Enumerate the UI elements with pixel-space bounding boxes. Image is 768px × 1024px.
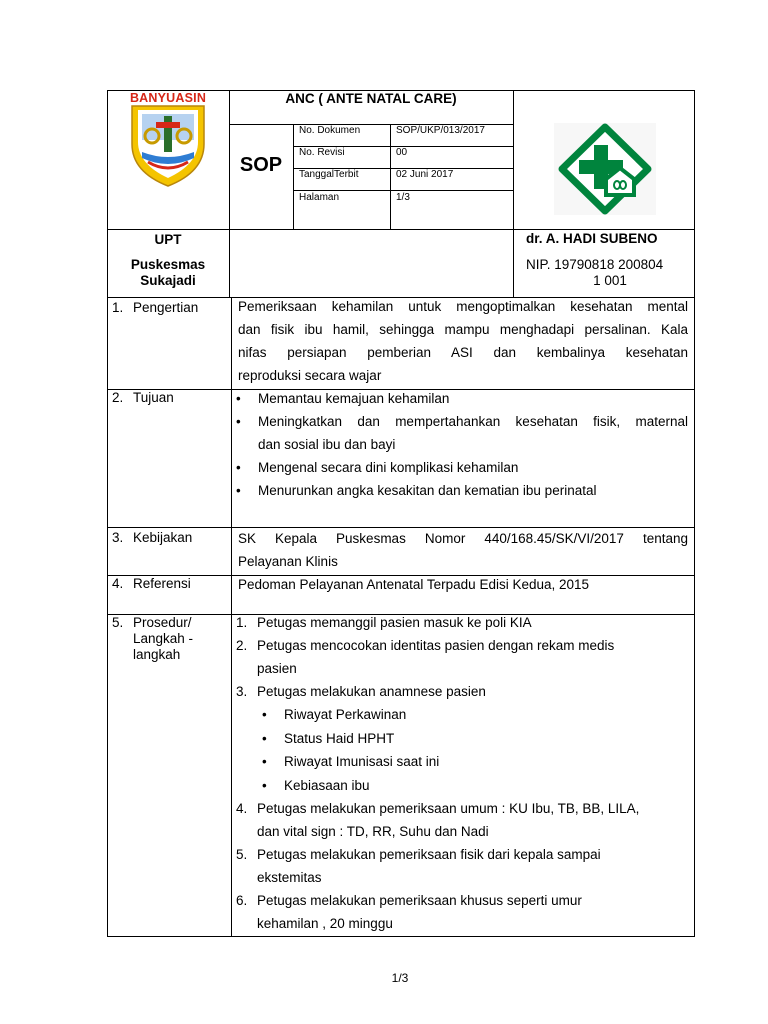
unit-puskesmas: Puskesmas [130, 257, 206, 272]
anamnese-sublist [232, 703, 688, 797]
puskesmas-logo [554, 123, 656, 215]
page-number: 1/3 [391, 971, 409, 985]
logo-text: BANYUASIN [129, 91, 207, 105]
pengertian-text: Pemeriksaan kehamilan untuk mengoptimalkan kesehatan mental dan fisik ibu hamil, sehingga mampu menghadapi persalinan. Kala nifas persiapan pemberian ASI dan kembalinya kesehatan reproduksi secara wajar [238, 299, 688, 383]
sop-label: SOP [239, 154, 283, 176]
list-item: • Kebiasaan ibu [232, 774, 688, 798]
list-item: • Mengenal secara dini komplikasi kehamilan [233, 456, 688, 479]
signer-nip-line2: 1 001 [593, 273, 627, 288]
unit-upt: UPT [154, 232, 182, 247]
signer-nip-line1: NIP. 19790818 200804 [526, 257, 664, 272]
list-item: • Meningkatkan dan mempertahankan kesehatan fisik, maternal dan sosial ibu dan bayi [233, 410, 688, 456]
prosedur-steps [232, 611, 688, 935]
list-item: • Riwayat Imunisasi saat ini [232, 750, 688, 774]
list-item: 3. Petugas melakukan anamnese pasien • Riwayat Perkawinan • Status Haid HPHT • Riwayat Imunisasi saat ini • Kebiasaan ibu [232, 680, 688, 797]
list-item: • Riwayat Perkawinan [232, 703, 688, 727]
banyuasin-logo [124, 92, 212, 188]
list-item: 4. Petugas melakukan pemeriksaan umum : KU Ibu, TB, BB, LILA, dan vital sign : TD, RR, Suhu dan Nadi [236, 801, 640, 839]
list-item: 5. Petugas melakukan pemeriksaan fisik dari kepala sampai ekstemitas [236, 847, 601, 885]
list-item: • Status Haid HPHT [232, 727, 688, 751]
list-item: 2. Petugas mencocokan identitas pasien dengan rekam medis pasien [236, 638, 615, 676]
label-referensi: 4. Referensi [112, 576, 191, 591]
label-tujuan: 2. Tujuan [112, 390, 174, 405]
list-item: • Memantau kemajuan kehamilan [233, 387, 688, 410]
meta-value-tanggal-terbit: 02 Juni 2017 [396, 169, 454, 180]
label-pengertian: 1. Pengertian [112, 300, 199, 315]
referensi-text: Pedoman Pelayanan Antenatal Terpadu Edisi Kedua, 2015 [238, 577, 590, 592]
meta-label-no-dokumen: No. Dokumen [299, 125, 361, 136]
label-kebijakan: 3. Kebijakan [112, 530, 193, 545]
list-item: 1. Petugas memanggil pasien masuk ke poli KIA [236, 615, 532, 630]
document-title: ANC ( ANTE NATAL CARE) [285, 91, 457, 106]
meta-value-no-dokumen: SOP/UKP/013/2017 [396, 125, 485, 136]
meta-value-no-revisi: 00 [396, 147, 408, 158]
signer-name: dr. A. HADI SUBENO [526, 231, 658, 246]
kebijakan-text: SK Kepala Puskesmas Nomor 440/168.45/SK/VI/2017 tentang Pelayanan Klinis [238, 531, 688, 569]
label-prosedur: 5. Prosedur/ Langkah - langkah [112, 615, 194, 662]
unit-sukajadi: Sukajadi [140, 273, 196, 288]
list-item: • Menurunkan angka kesakitan dan kematian ibu perinatal [233, 479, 688, 502]
meta-label-no-revisi: No. Revisi [299, 147, 345, 158]
meta-label-tanggal-terbit: TanggalTerbit [299, 169, 359, 180]
list-item: 6. Petugas melakukan pemeriksaan khusus seperti umur kehamilan , 20 minggu [236, 893, 582, 931]
tujuan-list [233, 387, 688, 502]
meta-value-halaman: 1/3 [396, 192, 410, 203]
meta-label-halaman: Halaman [299, 192, 340, 203]
